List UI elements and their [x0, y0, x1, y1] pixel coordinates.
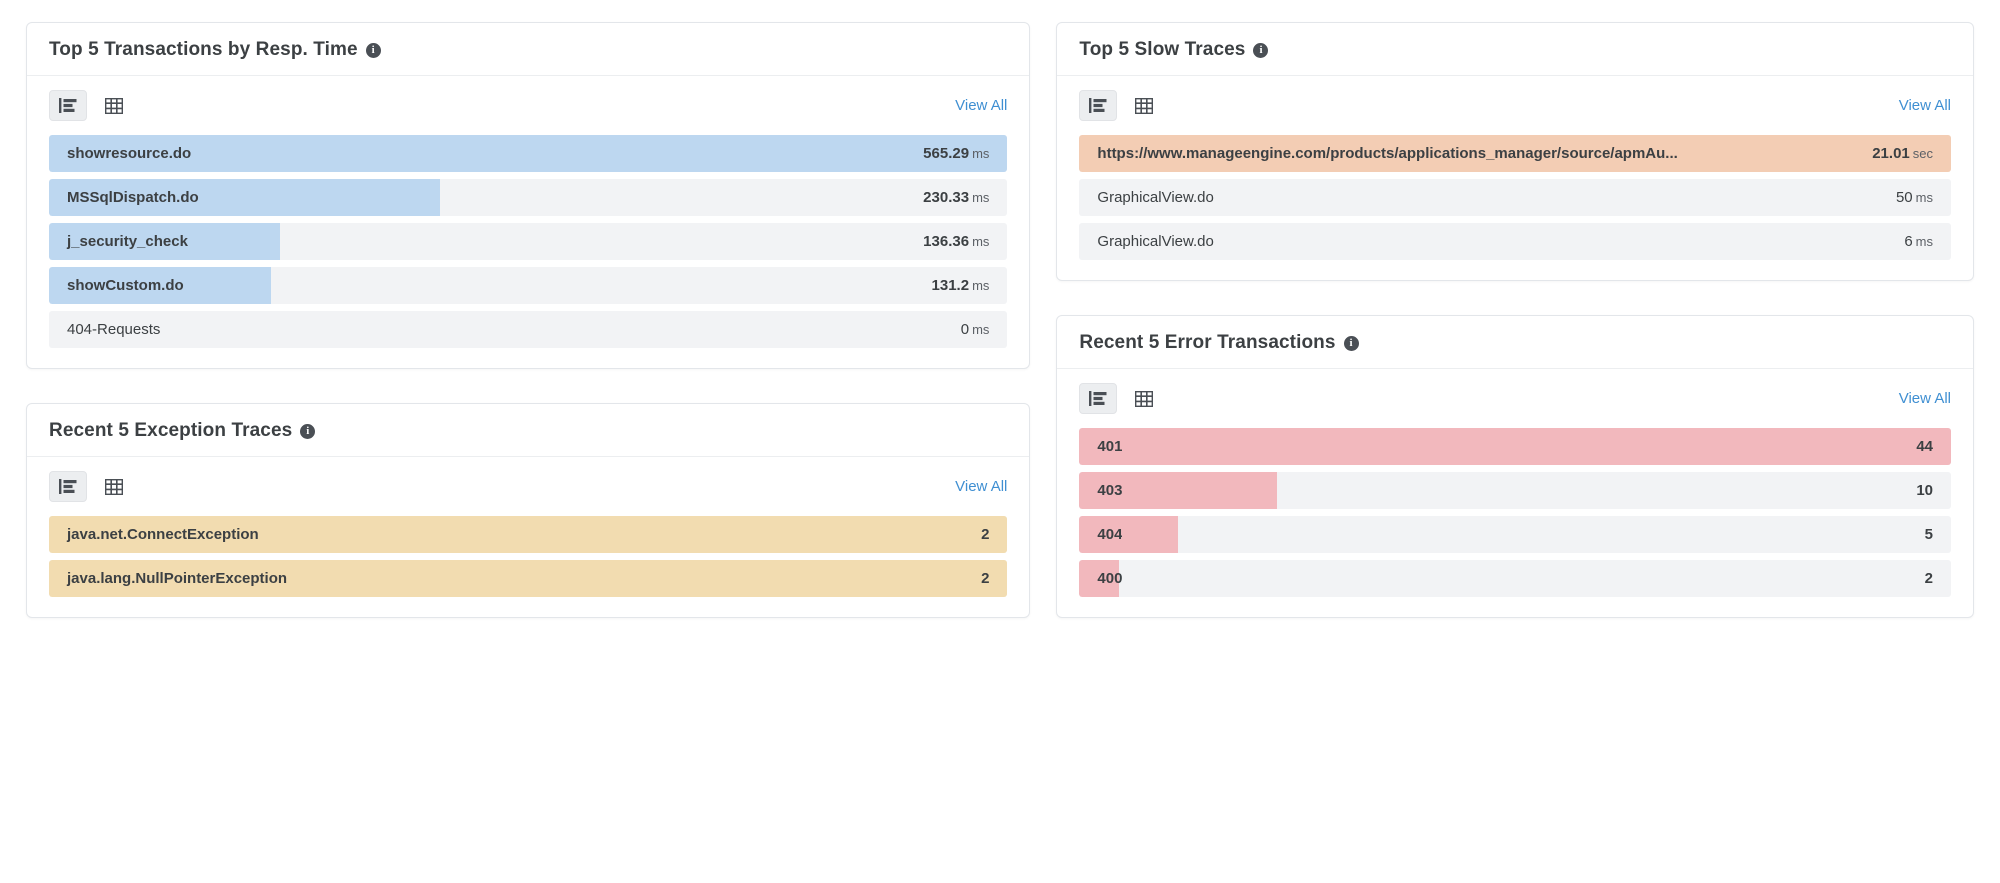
- grid-view-icon[interactable]: [1125, 383, 1163, 414]
- list-item[interactable]: [49, 223, 1007, 260]
- slow-trace-list: [1079, 135, 1951, 260]
- card-body: [27, 76, 1029, 368]
- card-toolbar: [49, 90, 1007, 121]
- item-label: GraphicalView.do: [1097, 189, 1214, 206]
- item-label: showCustom.do: [67, 277, 184, 294]
- item-label: GraphicalView.do: [1097, 233, 1214, 250]
- item-label: 401: [1097, 438, 1123, 455]
- list-item[interactable]: [1079, 223, 1951, 260]
- list-item[interactable]: [49, 311, 1007, 348]
- card-slow-traces: [1056, 22, 1974, 281]
- list-item[interactable]: [1079, 135, 1951, 172]
- bar-chart-icon[interactable]: [49, 90, 87, 121]
- card-toolbar: [1079, 383, 1951, 414]
- card-toolbar: [1079, 90, 1951, 121]
- card-exception-traces: [26, 403, 1030, 618]
- list-item[interactable]: [49, 179, 1007, 216]
- item-value: 6 ms: [1904, 233, 1933, 250]
- info-icon[interactable]: i: [366, 43, 381, 58]
- item-value: 21.01 sec: [1872, 145, 1933, 162]
- card-body: [1057, 369, 1973, 617]
- page-title: Recent 5 Exception Traces: [49, 420, 293, 441]
- card-header: [27, 404, 1029, 457]
- info-icon[interactable]: i: [1344, 336, 1359, 351]
- view-toggle-group: [1079, 383, 1163, 414]
- list-item[interactable]: [1079, 179, 1951, 216]
- list-item[interactable]: [49, 516, 1007, 553]
- error-transaction-list: [1079, 428, 1951, 597]
- exception-list: [49, 516, 1007, 597]
- list-item[interactable]: [49, 267, 1007, 304]
- item-unit: ms: [1915, 190, 1933, 205]
- card-toolbar: [49, 471, 1007, 502]
- item-unit: ms: [972, 190, 990, 205]
- list-item[interactable]: [1079, 560, 1951, 597]
- item-value: 230.33 ms: [923, 189, 990, 206]
- item-value: 2: [981, 570, 990, 587]
- item-value: 10: [1916, 482, 1933, 499]
- list-item[interactable]: [49, 560, 1007, 597]
- card-top-transactions: [26, 22, 1030, 369]
- item-label: https://www.manageengine.com/products/applications_manager/source/apmAu...: [1097, 145, 1678, 162]
- page-title: Top 5 Slow Traces: [1079, 39, 1246, 60]
- grid-view-icon[interactable]: [95, 471, 133, 502]
- info-icon[interactable]: i: [300, 424, 315, 439]
- item-label: 404: [1097, 526, 1123, 543]
- bar-chart-icon[interactable]: [1079, 383, 1117, 414]
- item-unit: ms: [1915, 234, 1933, 249]
- item-label: showresource.do: [67, 145, 192, 162]
- item-value: 0 ms: [960, 321, 990, 338]
- bar-chart-icon[interactable]: [1079, 90, 1117, 121]
- item-unit: sec: [1912, 146, 1933, 161]
- item-unit: ms: [972, 146, 990, 161]
- view-toggle-group: [1079, 90, 1163, 121]
- item-label: java.net.ConnectException: [67, 526, 259, 543]
- item-label: MSSqlDispatch.do: [67, 189, 199, 206]
- card-header: [1057, 316, 1973, 369]
- card-header: [27, 23, 1029, 76]
- info-icon[interactable]: i: [1253, 43, 1268, 58]
- item-value: 50 ms: [1895, 189, 1933, 206]
- right-column: [1056, 22, 1974, 618]
- bar-chart-icon[interactable]: [49, 471, 87, 502]
- card-body: [27, 457, 1029, 617]
- list-item[interactable]: [1079, 472, 1951, 509]
- view-toggle-group: [49, 90, 133, 121]
- item-value: 136.36 ms: [923, 233, 990, 250]
- item-value: 131.2 ms: [931, 277, 990, 294]
- item-value: 2: [981, 526, 990, 543]
- item-label: 404-Requests: [67, 321, 161, 338]
- item-value: 5: [1924, 526, 1933, 543]
- page-title: Top 5 Transactions by Resp. Time: [49, 39, 358, 60]
- list-item[interactable]: [49, 135, 1007, 172]
- item-unit: ms: [972, 322, 990, 337]
- item-unit: ms: [972, 278, 990, 293]
- item-label: java.lang.NullPointerException: [67, 570, 288, 587]
- grid-view-icon[interactable]: [1125, 90, 1163, 121]
- card-header: [1057, 23, 1973, 76]
- view-all-link[interactable]: View All: [955, 478, 1008, 495]
- item-label: 403: [1097, 482, 1123, 499]
- card-error-transactions: [1056, 315, 1974, 618]
- view-all-link[interactable]: View All: [1898, 97, 1951, 114]
- transaction-list: [49, 135, 1007, 348]
- left-column: [26, 22, 1030, 618]
- list-item[interactable]: [1079, 428, 1951, 465]
- item-value: 565.29 ms: [923, 145, 990, 162]
- card-body: [1057, 76, 1973, 280]
- item-label: j_security_check: [67, 233, 188, 250]
- item-value: 44: [1916, 438, 1933, 455]
- view-toggle-group: [49, 471, 133, 502]
- item-unit: ms: [972, 234, 990, 249]
- item-value: 2: [1924, 570, 1933, 587]
- page-title: Recent 5 Error Transactions: [1079, 332, 1336, 353]
- view-all-link[interactable]: View All: [1898, 390, 1951, 407]
- bar-fill: [49, 135, 1007, 172]
- view-all-link[interactable]: View All: [955, 97, 1008, 114]
- item-label: 400: [1097, 570, 1123, 587]
- bar-fill: [1079, 428, 1951, 465]
- grid-view-icon[interactable]: [95, 90, 133, 121]
- list-item[interactable]: [1079, 516, 1951, 553]
